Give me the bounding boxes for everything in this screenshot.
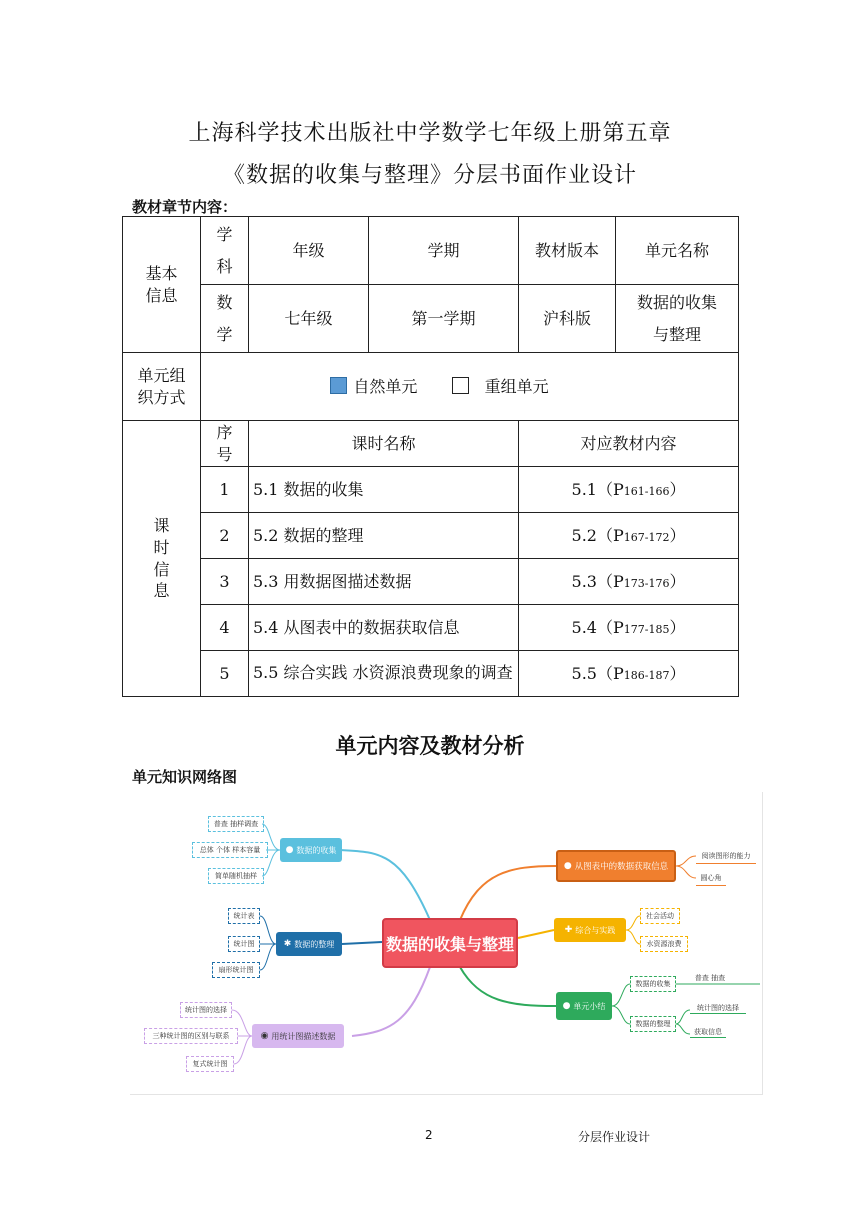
col-content: 对应教材内容 bbox=[519, 421, 739, 467]
lesson-content: 5.4（P177-185） bbox=[519, 605, 739, 651]
lesson-content: 5.2（P167-172） bbox=[519, 513, 739, 559]
leaf-summary-organize: 数据的整理 bbox=[630, 1016, 676, 1032]
leaf-social-activity: 社会活动 bbox=[640, 908, 680, 924]
val-grade: 七年级 bbox=[249, 285, 369, 353]
lesson-name: 5.4 从图表中的数据获取信息 bbox=[249, 605, 519, 651]
leaf-census: 普查 抽样调查 bbox=[208, 816, 264, 832]
bulb-icon: ● bbox=[285, 845, 294, 855]
val-unit-name: 数据的收集与整理 bbox=[616, 285, 739, 353]
col-lesson: 课时名称 bbox=[249, 421, 519, 467]
knowledge-mindmap bbox=[130, 792, 763, 1095]
leaf-chart-choice: 统计图的选择 bbox=[180, 1002, 232, 1018]
col-grade: 年级 bbox=[249, 217, 369, 285]
info-table bbox=[122, 216, 739, 697]
footer-doc-label: 分层作业设计 bbox=[578, 1130, 651, 1144]
lesson-name: 5.5 综合实践 水资源浪费现象的调查 bbox=[249, 651, 519, 697]
gear-icon: ✱ bbox=[283, 939, 292, 949]
table-row bbox=[123, 513, 739, 559]
leaf-water-waste: 水资源浪费 bbox=[640, 936, 688, 952]
val-subject: 数学 bbox=[201, 285, 249, 353]
section-label: 教材章节内容： bbox=[132, 198, 238, 216]
col-unit-name: 单元名称 bbox=[616, 217, 739, 285]
circle-icon: ● bbox=[563, 861, 572, 871]
branch-describe-data: ◉ 用统计图描述数据 bbox=[252, 1024, 344, 1048]
lesson-index: 2 bbox=[201, 513, 249, 559]
page-number: 2 bbox=[425, 1128, 433, 1142]
lesson-index: 5 bbox=[201, 651, 249, 697]
lesson-content: 5.3（P173-176） bbox=[519, 559, 739, 605]
palette-icon: ◉ bbox=[260, 1031, 269, 1041]
subleaf-census: 普查 抽查 bbox=[694, 974, 726, 982]
doc-title-line1: 上海科学技术出版社中学数学七年级上册第五章 bbox=[188, 121, 672, 146]
col-edition: 教材版本 bbox=[519, 217, 616, 285]
leaf-central-angle: 圆心角 bbox=[696, 870, 726, 886]
leaf-stat-chart: 统计图 bbox=[228, 936, 260, 952]
leaf-random-sampling: 简单随机抽样 bbox=[208, 868, 264, 884]
analysis-heading: 单元内容及教材分析 bbox=[335, 734, 525, 758]
puzzle-icon: ✚ bbox=[564, 925, 573, 935]
leaf-population: 总体 个体 样本容量 bbox=[192, 842, 268, 858]
lesson-content: 5.1（P161-166） bbox=[519, 467, 739, 513]
lesson-name: 5.2 数据的整理 bbox=[249, 513, 519, 559]
lesson-content: 5.5（P186-187） bbox=[519, 651, 739, 697]
leaf-reading-ability: 阅读图形的能力 bbox=[696, 848, 756, 864]
lesson-index: 3 bbox=[201, 559, 249, 605]
table-row bbox=[123, 467, 739, 513]
option-natural-label: 自然单元 bbox=[353, 376, 418, 396]
doc-title-line2: 《数据的收集与整理》分层书面作业设计 bbox=[222, 163, 637, 188]
leaf-summary-collect: 数据的收集 bbox=[630, 976, 676, 992]
bulb-icon: ● bbox=[562, 1001, 571, 1011]
lesson-info-label: 课时信息 bbox=[123, 421, 201, 697]
org-options bbox=[201, 353, 739, 421]
lesson-name: 5.1 数据的收集 bbox=[249, 467, 519, 513]
option-regroup-label: 重组单元 bbox=[484, 376, 549, 396]
col-subject: 学科 bbox=[201, 217, 249, 285]
col-index: 序号 bbox=[201, 421, 249, 467]
subleaf-get-info: 获取信息 bbox=[690, 1026, 726, 1038]
branch-data-organize: ✱ 数据的整理 bbox=[276, 932, 342, 956]
leaf-three-charts: 三种统计图的区别与联系 bbox=[144, 1028, 238, 1044]
leaf-stat-table: 统计表 bbox=[228, 908, 260, 924]
lesson-name: 5.3 用数据图描述数据 bbox=[249, 559, 519, 605]
branch-summary: ● 单元小结 bbox=[556, 992, 612, 1020]
val-edition: 沪科版 bbox=[519, 285, 616, 353]
table-row bbox=[123, 651, 739, 697]
lesson-index: 1 bbox=[201, 467, 249, 513]
mindmap-center: 数据的收集与整理 bbox=[382, 918, 518, 968]
val-semester: 第一学期 bbox=[369, 285, 519, 353]
table-row bbox=[123, 605, 739, 651]
knowledge-map-label: 单元知识网络图 bbox=[132, 768, 238, 786]
branch-get-info: ● 从图表中的数据获取信息 bbox=[556, 850, 676, 882]
branch-practice: ✚ 综合与实践 bbox=[554, 918, 626, 942]
regroup-unit-checkbox[interactable] bbox=[452, 377, 469, 394]
branch-data-collection: ● 数据的收集 bbox=[280, 838, 342, 862]
table-row bbox=[123, 559, 739, 605]
natural-unit-checkbox[interactable] bbox=[330, 377, 347, 394]
org-label: 单元组织方式 bbox=[123, 353, 201, 421]
basic-info-label: 基本信息 bbox=[123, 217, 201, 353]
leaf-pie-chart: 扇形统计图 bbox=[212, 962, 260, 978]
lesson-index: 4 bbox=[201, 605, 249, 651]
col-semester: 学期 bbox=[369, 217, 519, 285]
leaf-compound-chart: 复式统计图 bbox=[186, 1056, 234, 1072]
subleaf-chart-choice: 统计图的选择 bbox=[690, 1002, 746, 1014]
